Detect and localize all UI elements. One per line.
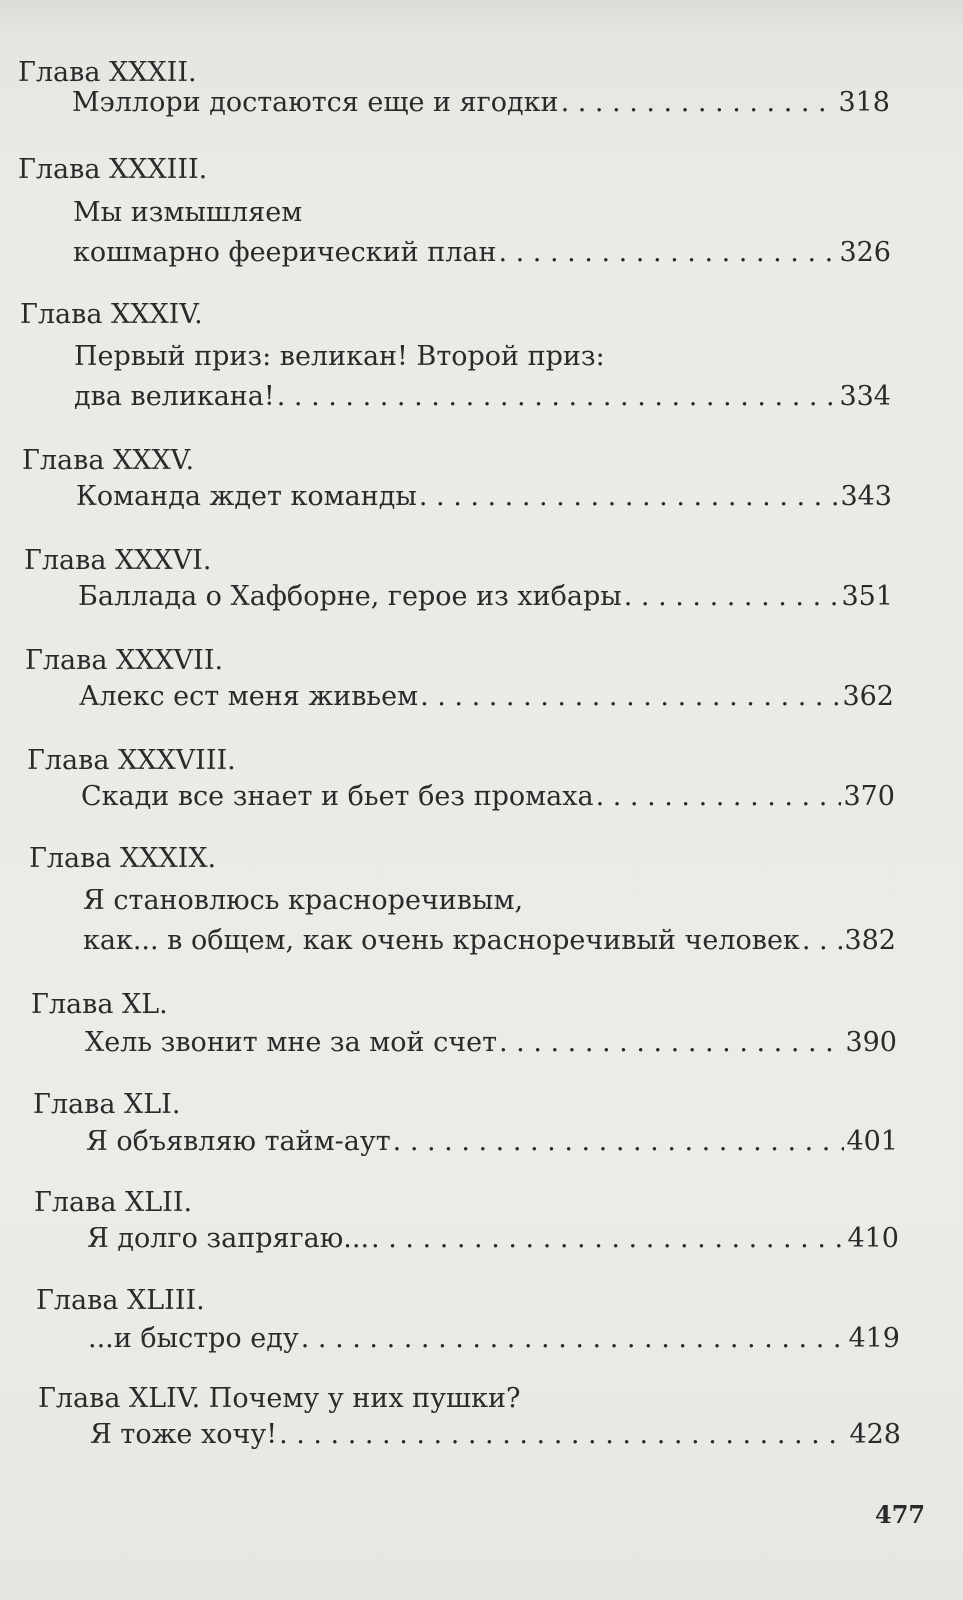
entry-title: Команда ждет команды	[76, 481, 417, 512]
toc-entry	[86, 1125, 898, 1159]
toc-entry	[88, 1322, 900, 1356]
entry-title: кошмарно феерический план	[73, 237, 497, 268]
toc-entry	[73, 236, 891, 270]
chapter-heading: Глава XXXIII.	[18, 154, 208, 185]
chapter-heading: Глава XLII.	[34, 1187, 193, 1218]
entry-title: Я тоже хочу!	[90, 1419, 278, 1450]
entry-title: Скади все знает и бьет без промаха	[81, 781, 594, 812]
entry-page: 334	[839, 381, 891, 412]
toc-entry	[83, 924, 896, 958]
entry-page: 390	[845, 1027, 897, 1058]
entry-page: 382	[844, 925, 896, 956]
leader-dots	[624, 580, 840, 614]
entry-page: 318	[838, 87, 890, 118]
toc-entry	[78, 580, 893, 614]
entry-title: ...и быстро еду	[88, 1323, 299, 1354]
entry-title: Мэллори достаются еще и ягодки	[72, 87, 559, 118]
chapter-heading: Глава XXXII.	[18, 57, 197, 88]
entry-page: 362	[842, 681, 894, 712]
leader-dots	[596, 780, 842, 814]
chapter-heading: Глава XLIII.	[36, 1285, 205, 1316]
chapter-heading: Глава XLI.	[33, 1089, 181, 1120]
entry-page: 351	[841, 581, 893, 612]
toc-entry	[72, 86, 890, 120]
toc-entry	[81, 780, 895, 814]
leader-dots	[498, 236, 837, 270]
entry-title-line: Мы измышляем	[73, 197, 303, 228]
chapter-heading: Глава XXXVIII.	[27, 745, 236, 776]
leader-dots	[279, 1418, 847, 1452]
leader-dots	[371, 1222, 845, 1256]
toc-entry	[79, 680, 894, 714]
leader-dots	[301, 1322, 847, 1356]
toc-entry	[87, 1222, 899, 1256]
entry-page: 428	[849, 1419, 901, 1450]
toc-entry	[74, 380, 891, 414]
leader-dots	[419, 480, 839, 514]
entry-title: как... в общем, как очень красноречивый человек	[83, 925, 800, 956]
toc-entry	[76, 480, 892, 514]
chapter-heading: Глава XL.	[31, 989, 168, 1020]
chapter-heading: Глава XXXIX.	[29, 843, 217, 874]
chapter-heading: Глава XLIV. Почему у них пушки?	[38, 1383, 521, 1414]
entry-title: Я объявляю тайм-аут	[86, 1126, 391, 1157]
toc-entry	[90, 1418, 901, 1452]
leader-dots	[393, 1125, 845, 1159]
entry-page: 343	[840, 481, 892, 512]
chapter-heading: Глава XXXV.	[22, 445, 195, 476]
leader-dots	[277, 380, 838, 414]
entry-page: 401	[846, 1126, 898, 1157]
entry-page: 326	[839, 237, 891, 268]
entry-page: 370	[843, 781, 895, 812]
chapter-heading: Глава XXXVII.	[25, 645, 224, 676]
leader-dots	[561, 86, 837, 120]
entry-page: 419	[848, 1323, 900, 1354]
entry-title-line: Я становлюсь красноречивым,	[83, 885, 524, 916]
entry-title: Хель звонит мне за мой счет	[85, 1027, 498, 1058]
leader-dots	[499, 1026, 843, 1060]
entry-title: Баллада о Хафборне, герое из хибары	[78, 581, 622, 612]
chapter-heading: Глава XXXIV.	[20, 299, 203, 330]
entry-page: 410	[847, 1223, 899, 1254]
leader-dots	[420, 680, 840, 714]
entry-title: два великана!	[74, 381, 275, 412]
page-number: 477	[875, 1500, 926, 1529]
toc-entry	[85, 1026, 897, 1060]
entry-title: Я долго запрягаю...	[87, 1223, 370, 1254]
chapter-heading: Глава XXXVI.	[24, 545, 212, 576]
entry-title-line: Первый приз: великан! Второй приз:	[74, 341, 605, 372]
leader-dots	[802, 924, 843, 958]
entry-title: Алекс ест меня живьем	[79, 681, 419, 712]
